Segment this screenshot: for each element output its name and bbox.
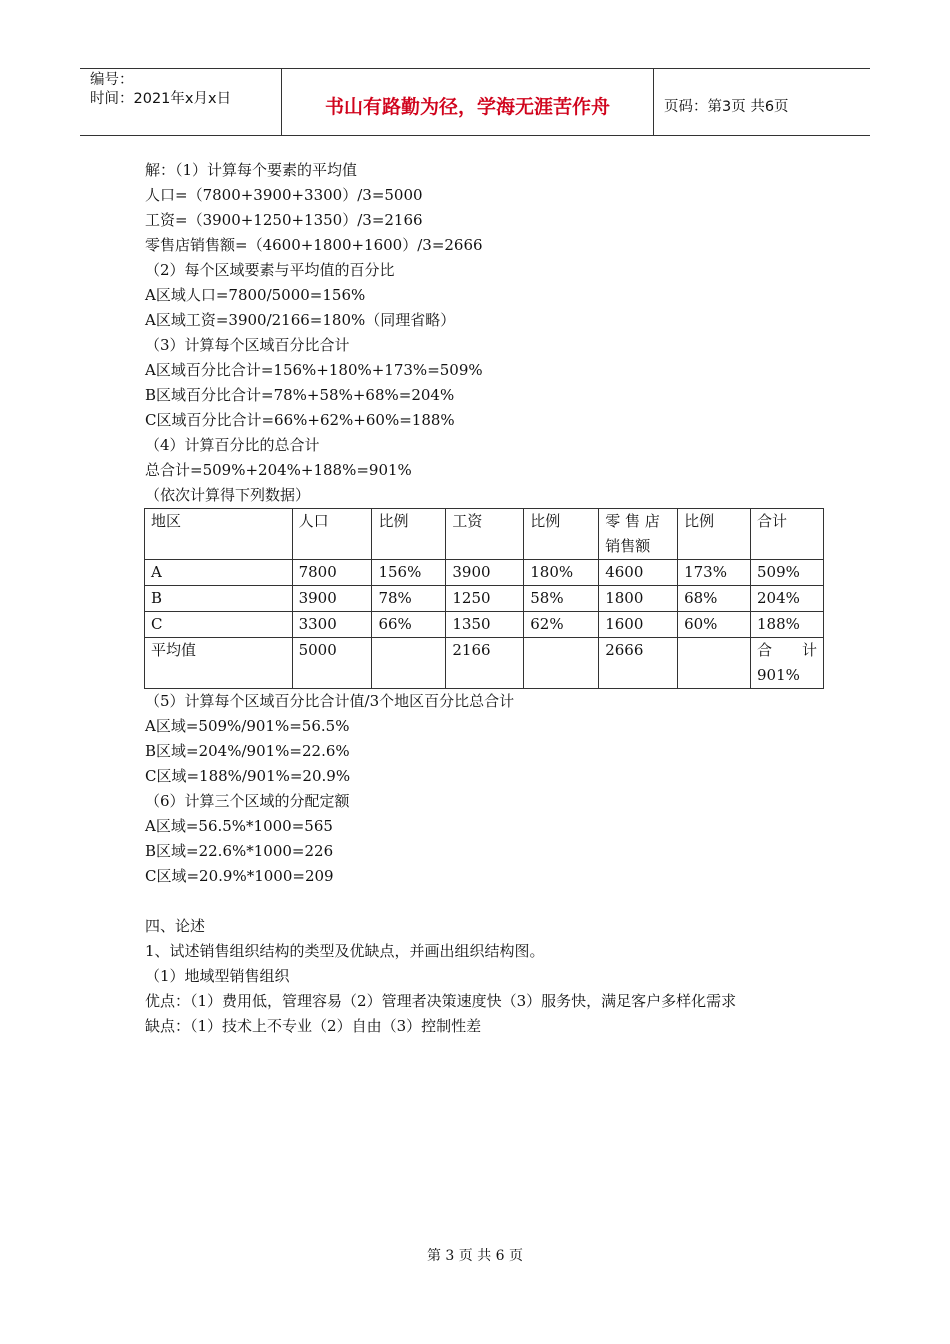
text-line: C区域=20.9%*1000=209 <box>145 867 334 885</box>
code-label: 编号： <box>90 72 134 88</box>
document-body <box>145 158 835 1039</box>
table-cell: 平均值 <box>145 638 293 689</box>
table-cell: 1800 <box>599 586 678 612</box>
text-line: A区域工资=3900/2166=180%（同理省略） <box>145 311 456 329</box>
table-cell: 60% <box>678 612 751 638</box>
total-label <box>757 638 817 663</box>
table-header-cell: 地区 <box>145 509 293 560</box>
step-heading: （2）每个区域要素与平均值的百分比 <box>145 261 395 279</box>
text-line: C区域=188%/901%=20.9% <box>145 767 351 785</box>
text-line: B区域=22.6%*1000=226 <box>145 842 334 860</box>
motto: 书山有路勤为径，学海无涯苦作舟 <box>282 69 654 135</box>
section-heading: 四、论述 <box>145 917 206 935</box>
table-cell: 1250 <box>446 586 524 612</box>
table-cell: 180% <box>524 560 599 586</box>
header-retail-line1: 零 售 店 <box>605 512 660 530</box>
table-cell: 188% <box>751 612 824 638</box>
table-cell: A <box>145 560 293 586</box>
step-heading: （1）地域型销售组织 <box>145 967 290 985</box>
table-total-cell <box>751 638 824 689</box>
table-header-cell: 合计 <box>751 509 824 560</box>
spacer <box>145 889 835 914</box>
text-line: A区域=56.5%*1000=565 <box>145 817 333 835</box>
text-line: A区域百分比合计=156%+180%+173%=509% <box>145 361 483 379</box>
table-cell: 5000 <box>292 638 372 689</box>
table-cell: 156% <box>372 560 446 586</box>
table-cell <box>524 638 599 689</box>
solution-title: 解：（1）计算每个要素的平均值 <box>145 161 358 179</box>
table-cell: 204% <box>751 586 824 612</box>
table-cell: 3300 <box>292 612 372 638</box>
step-heading: （6）计算三个区域的分配定额 <box>145 792 350 810</box>
table-header-cell: 比例 <box>678 509 751 560</box>
table-header-cell <box>599 509 678 560</box>
table-cell: 509% <box>751 560 824 586</box>
text-line: 零售店销售额=（4600+1800+1600）/3=2666 <box>145 236 483 254</box>
table-cell: 62% <box>524 612 599 638</box>
total-label-char: 合 <box>757 641 773 659</box>
page-header <box>80 68 870 136</box>
step-heading: （5）计算每个区域百分比合计值/3个地区百分比总合计 <box>145 692 515 710</box>
table-cell: 1350 <box>446 612 524 638</box>
table-cell: C <box>145 612 293 638</box>
table-row <box>145 586 824 612</box>
text-line: （依次计算得下列数据） <box>145 486 311 504</box>
text-line: 工资=（3900+1250+1350）/3=2166 <box>145 211 423 229</box>
table-cell: B <box>145 586 293 612</box>
total-label-char: 计 <box>801 641 817 659</box>
table-cell: 173% <box>678 560 751 586</box>
question-line: 1、试述销售组织结构的类型及优缺点，并画出组织结构图。 <box>145 942 545 960</box>
header-left-cell <box>80 69 282 135</box>
table-cell <box>678 638 751 689</box>
table-header-cell: 人口 <box>292 509 372 560</box>
table-cell: 4600 <box>599 560 678 586</box>
table-cell: 1600 <box>599 612 678 638</box>
table-cell: 3900 <box>292 586 372 612</box>
table-cell: 78% <box>372 586 446 612</box>
step-heading: （4）计算百分比的总合计 <box>145 436 320 454</box>
text-line: 缺点：（1）技术上不专业（2）自由（3）控制性差 <box>145 1017 482 1035</box>
text-line: 优点：（1）费用低，管理容易（2）管理者决策速度快（3）服务快，满足客户多样化需求 <box>145 992 737 1010</box>
step-heading: （3）计算每个区域百分比合计 <box>145 336 350 354</box>
table-cell <box>372 638 446 689</box>
table-cell: 68% <box>678 586 751 612</box>
table-row <box>145 560 824 586</box>
table-cell: 2666 <box>599 638 678 689</box>
text-line: A区域=509%/901%=56.5% <box>145 717 350 735</box>
allocation-table <box>144 508 824 689</box>
text-line: 总合计=509%+204%+188%=901% <box>145 461 412 479</box>
text-line: B区域百分比合计=78%+58%+68%=204% <box>145 386 455 404</box>
text-line: C区域百分比合计=66%+62%+60%=188% <box>145 411 455 429</box>
table-cell: 3900 <box>446 560 524 586</box>
table-cell: 7800 <box>292 560 372 586</box>
table-cell: 58% <box>524 586 599 612</box>
table-row <box>145 612 824 638</box>
table-avg-row <box>145 638 824 689</box>
text-line: B区域=204%/901%=22.6% <box>145 742 350 760</box>
page-footer: 第 3 页 共 6 页 <box>426 1248 524 1264</box>
page-label: 页码：第3页 共6页 <box>664 98 789 115</box>
table-cell: 2166 <box>446 638 524 689</box>
table-header-cell: 比例 <box>524 509 599 560</box>
table-header-cell: 比例 <box>372 509 446 560</box>
table-header-cell: 工资 <box>446 509 524 560</box>
table-header-row <box>145 509 824 560</box>
date-label: 时间：2021年x月x日 <box>90 91 232 107</box>
table-cell: 66% <box>372 612 446 638</box>
total-value: 901% <box>757 666 800 684</box>
text-line: 人口=（7800+3900+3300）/3=5000 <box>145 186 423 204</box>
text-line: A区域人口=7800/5000=156% <box>145 286 366 304</box>
header-retail-line2: 销售额 <box>605 537 651 555</box>
